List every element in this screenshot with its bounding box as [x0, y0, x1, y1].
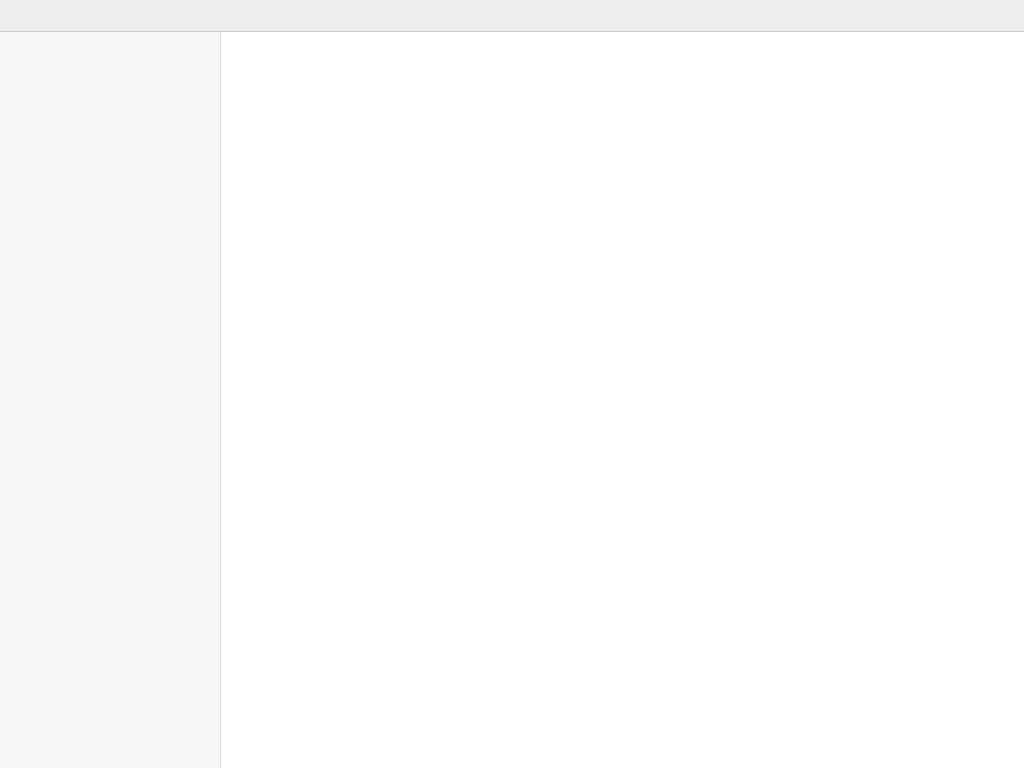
title-bar	[0, 0, 1024, 32]
main-area	[0, 32, 1024, 768]
content-pane	[221, 32, 1024, 768]
sidebar	[0, 32, 221, 768]
